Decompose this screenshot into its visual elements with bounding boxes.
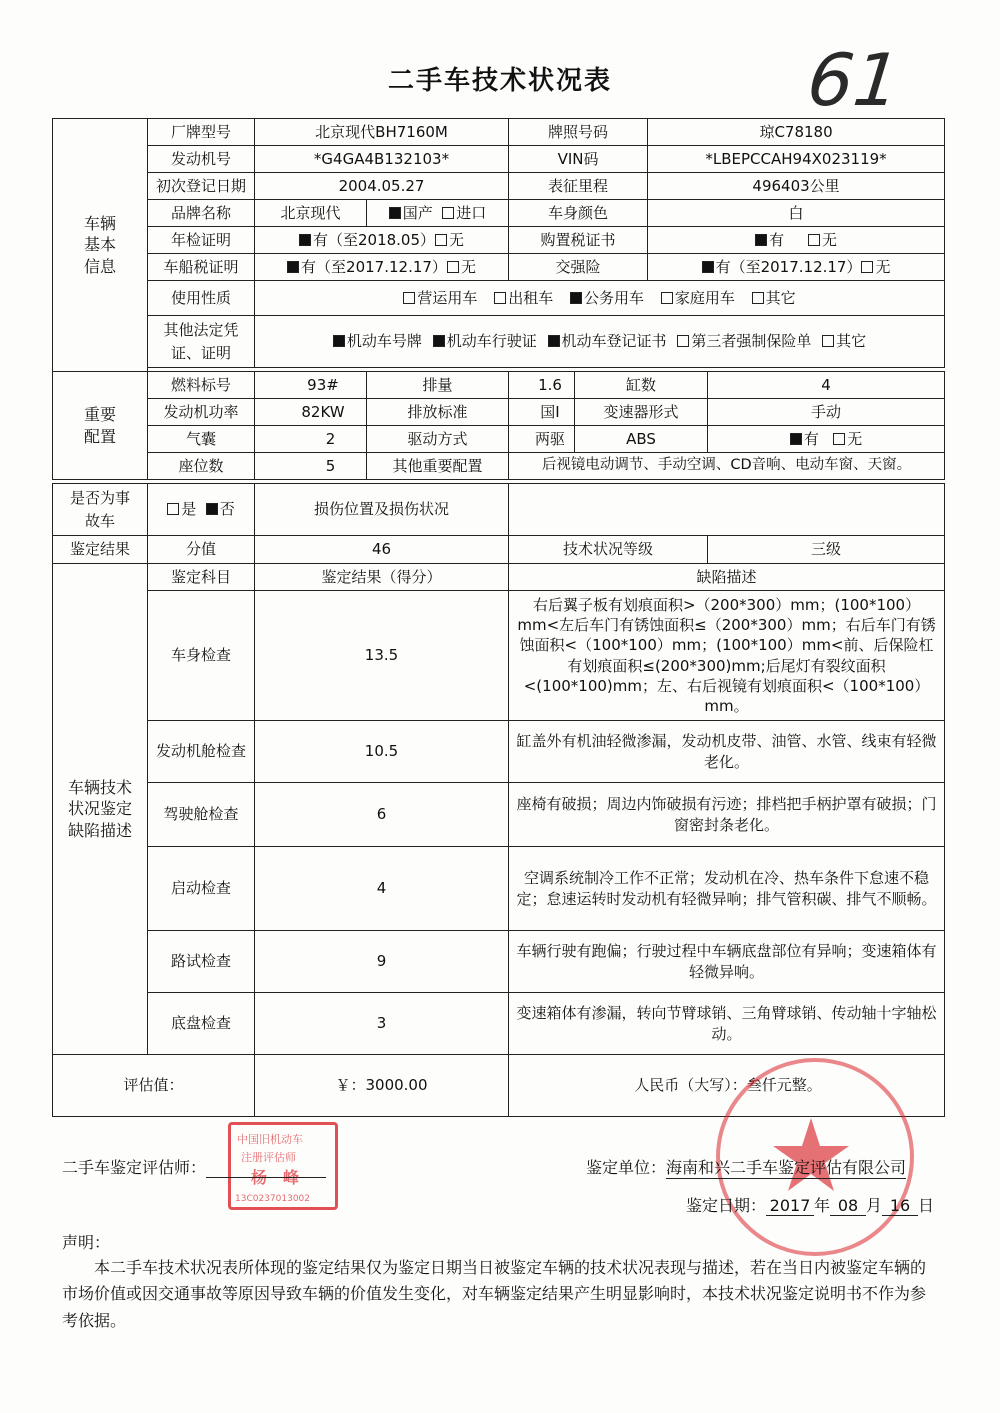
displacement-value: 1.6 xyxy=(509,372,575,399)
defect-row-item: 底盘检查 xyxy=(148,993,255,1055)
unit-row xyxy=(586,1155,906,1179)
section-defects-label: 车辆技术状况鉴定缺陷描述 xyxy=(53,564,148,1055)
svg-text:杨 峰: 杨 峰 xyxy=(251,1168,300,1187)
checkbox-empty-icon xyxy=(435,234,447,246)
emission-label: 排放标准 xyxy=(367,399,509,426)
defect-row-score: 10.5 xyxy=(255,721,509,783)
plate-value: 琼C78180 xyxy=(648,119,945,146)
fuel-value: 93# xyxy=(255,372,367,399)
plate-label: 牌照号码 xyxy=(509,119,648,146)
score-label: 分值 xyxy=(148,536,255,564)
abs-checkboxes: 有 无 xyxy=(708,426,945,453)
svg-text:中国旧机动车: 中国旧机动车 xyxy=(237,1133,303,1146)
unit-value: 海南和兴二手车鉴定评估有限公司 xyxy=(666,1155,906,1179)
purchase-tax-checkboxes: 有 无 xyxy=(648,227,945,254)
unit-label: 鉴定单位： xyxy=(586,1158,667,1177)
transmission-value: 手动 xyxy=(708,399,945,426)
declaration-body: 本二手车技术状况表所体现的鉴定结果仅为鉴定日期当日被鉴定车辆的技术状况表现与描述，若在当日内被鉴定车辆的市场价值或因交通事故等原因导致车辆的价值发生变化，对车辆鉴定结果产生明显影响时，本技术状况鉴定说明书不作为参考依据。 xyxy=(62,1258,927,1330)
power-label: 发动机功率 xyxy=(148,399,255,426)
checkbox-checked-icon xyxy=(755,234,767,246)
date-year: 2017 xyxy=(766,1196,814,1216)
checkbox-checked-icon xyxy=(570,292,582,304)
engine-no-value: *G4GA4B132103* xyxy=(255,146,509,173)
defect-row-item: 启动检查 xyxy=(148,847,255,931)
section-basic-label: 车辆基本信息 xyxy=(53,119,148,372)
defect-row-desc: 车辆行驶有跑偏；行驶过程中车辆底盘部位有异响；变速箱体有轻微异响。 xyxy=(509,931,945,993)
checkbox-empty-icon xyxy=(677,335,689,347)
emission-value: 国Ⅰ xyxy=(509,399,575,426)
defect-row-desc: 空调系统制冷工作不正常；发动机在冷、热车条件下怠速不稳定；怠速运转时发动机有轻微异响；排气管积碳、排气不顺畅。 xyxy=(509,847,945,931)
checkbox-empty-icon xyxy=(808,234,820,246)
brand-model-label: 厂牌型号 xyxy=(148,119,255,146)
appraiser-signature-row xyxy=(62,1155,326,1178)
checkbox-checked-icon xyxy=(206,503,218,515)
accident-label: 是否为事故车 xyxy=(53,484,148,536)
checkbox-empty-icon xyxy=(822,335,834,347)
insurance-checkboxes: 有（至2017.12.17） 无 xyxy=(648,254,945,281)
defect-row-score: 4 xyxy=(255,847,509,931)
brand-name-value: 北京现代 xyxy=(255,200,367,227)
other-config-label: 其他重要配置 xyxy=(367,453,509,480)
defect-row-item: 车身检查 xyxy=(148,591,255,721)
checkbox-checked-icon xyxy=(433,335,445,347)
inspection-checkboxes: 有（至2018.05） 无 xyxy=(255,227,509,254)
other-docs-options: 机动车号牌 机动车行驶证 机动车登记证书 第三者强制保险单 其它 xyxy=(255,316,945,368)
vin-value: *LBEPCCAH94X023119* xyxy=(648,146,945,173)
other-config-value: 后视镜电动调节、手动空调、CD音响、电动车窗、天窗。 xyxy=(509,453,945,480)
declaration-title: 声明： xyxy=(62,1233,111,1252)
first-reg-value: 2004.05.27 xyxy=(255,173,509,200)
defect-col-item: 鉴定科目 xyxy=(148,564,255,591)
defect-row-score: 13.5 xyxy=(255,591,509,721)
svg-text:13C0237013002: 13C0237013002 xyxy=(235,1194,310,1204)
vessel-tax-checkboxes: 有（至2017.12.17） 无 xyxy=(255,254,509,281)
appraiser-signature-line xyxy=(206,1158,326,1178)
checkbox-checked-icon xyxy=(389,207,401,219)
section-config-label: 重要配置 xyxy=(53,372,148,480)
checkbox-empty-icon xyxy=(661,292,673,304)
damage-value xyxy=(509,484,945,536)
defect-row-score: 3 xyxy=(255,993,509,1055)
color-value: 白 xyxy=(648,200,945,227)
cylinders-label: 缸数 xyxy=(575,372,708,399)
first-reg-label: 初次登记日期 xyxy=(148,173,255,200)
grade-label: 技术状况等级 xyxy=(509,536,708,564)
checkbox-empty-icon xyxy=(752,292,764,304)
defect-row-score: 6 xyxy=(255,783,509,847)
appraiser-label: 二手车鉴定评估师： xyxy=(62,1158,207,1177)
svg-text:注册评估师: 注册评估师 xyxy=(241,1151,296,1164)
damage-label: 损伤位置及损伤状况 xyxy=(255,484,509,536)
defect-row-item: 路试检查 xyxy=(148,931,255,993)
checkbox-checked-icon xyxy=(790,433,802,445)
mileage-label: 表征里程 xyxy=(509,173,648,200)
abs-label: ABS xyxy=(575,426,708,453)
purchase-tax-label: 购置税证书 xyxy=(509,227,648,254)
valuation-label: 评估值： xyxy=(53,1055,255,1117)
checkbox-checked-icon xyxy=(548,335,560,347)
insurance-label: 交强险 xyxy=(509,254,648,281)
defect-row-desc: 变速箱体有渗漏，转向节臂球销、三角臂球销、传动轴十字轴松动。 xyxy=(509,993,945,1055)
checkbox-empty-icon xyxy=(167,503,179,515)
seats-value: 5 xyxy=(255,453,367,480)
checkbox-empty-icon xyxy=(403,292,415,304)
power-value: 82KW xyxy=(255,399,367,426)
vessel-tax-label: 车船税证明 xyxy=(148,254,255,281)
fuel-label: 燃料标号 xyxy=(148,372,255,399)
other-docs-label: 其他法定凭证、证明 xyxy=(148,316,255,368)
checkbox-empty-icon xyxy=(442,207,454,219)
defect-row-desc: 座椅有破损；周边内饰破损有污迹；排档把手柄护罩有破损；门窗密封条老化。 xyxy=(509,783,945,847)
valuation-amount: ￥：3000.00 xyxy=(255,1055,509,1117)
handwritten-number: 61 xyxy=(803,38,905,122)
company-seal-star-icon xyxy=(716,1058,906,1248)
defect-row-desc: 右后翼子板有划痕面积>（200*300）mm；(100*100）mm<左后车门有锈蚀面积≤（200*300）mm；右后车门有锈蚀面积<（100*100）mm；(100*100）mm<前、后保险杠有划痕面积≤(200*300)mm;后尾灯有裂纹面积<(100*100)mm；左、右后视镜有划痕面积<（100*100）mm。 xyxy=(509,591,945,721)
engine-no-label: 发动机号 xyxy=(148,146,255,173)
date-day: 16 xyxy=(882,1196,918,1216)
defect-row-desc: 缸盖外有机油轻微渗漏，发动机皮带、油管、水管、线束有轻微老化。 xyxy=(509,721,945,783)
color-label: 车身颜色 xyxy=(509,200,648,227)
defect-row-item: 发动机舱检查 xyxy=(148,721,255,783)
defect-row-score: 9 xyxy=(255,931,509,993)
date-label: 鉴定日期： xyxy=(686,1196,767,1215)
vin-label: VIN码 xyxy=(509,146,648,173)
accident-checkboxes: 是 否 xyxy=(148,484,255,536)
usage-options: 营运用车 出租车 公务用车 家庭用车 其它 xyxy=(255,281,945,316)
checkbox-empty-icon xyxy=(494,292,506,304)
drive-label: 驱动方式 xyxy=(367,426,509,453)
company-seal-graphic xyxy=(716,1058,906,1248)
checkbox-checked-icon xyxy=(333,335,345,347)
checkbox-empty-icon xyxy=(833,433,845,445)
usage-label: 使用性质 xyxy=(148,281,255,316)
defect-col-desc: 缺陷描述 xyxy=(509,564,945,591)
grade-value: 三级 xyxy=(708,536,945,564)
mileage-value: 496403公里 xyxy=(648,173,945,200)
score-value: 46 xyxy=(255,536,509,564)
transmission-label: 变速器形式 xyxy=(575,399,708,426)
checkbox-empty-icon xyxy=(861,261,873,273)
checkbox-checked-icon xyxy=(702,261,714,273)
document-title: 二手车技术状况表 xyxy=(387,66,612,96)
vehicle-condition-table xyxy=(52,118,945,1117)
cylinders-value: 4 xyxy=(708,372,945,399)
checkbox-checked-icon xyxy=(287,261,299,273)
defect-col-score: 鉴定结果（得分） xyxy=(255,564,509,591)
date-month: 08 xyxy=(830,1196,866,1216)
origin-checkboxes: 国产 进口 xyxy=(367,200,509,227)
displacement-label: 排量 xyxy=(367,372,509,399)
defect-row-item: 驾驶舱检查 xyxy=(148,783,255,847)
brand-name-label: 品牌名称 xyxy=(148,200,255,227)
seats-label: 座位数 xyxy=(148,453,255,480)
inspection-label: 年检证明 xyxy=(148,227,255,254)
result-label: 鉴定结果 xyxy=(53,536,148,564)
checkbox-checked-icon xyxy=(299,234,311,246)
checkbox-empty-icon xyxy=(447,261,459,273)
drive-value: 两驱 xyxy=(509,426,575,453)
valuation-words: 人民币（大写）：叁仟元整。 xyxy=(509,1055,945,1117)
airbag-label: 气囊 xyxy=(148,426,255,453)
date-row: 鉴定日期： 2017 年 08 月 16 日 xyxy=(686,1196,935,1215)
brand-model-value: 北京现代BH7160M xyxy=(255,119,509,146)
airbag-value: 2 xyxy=(255,426,367,453)
